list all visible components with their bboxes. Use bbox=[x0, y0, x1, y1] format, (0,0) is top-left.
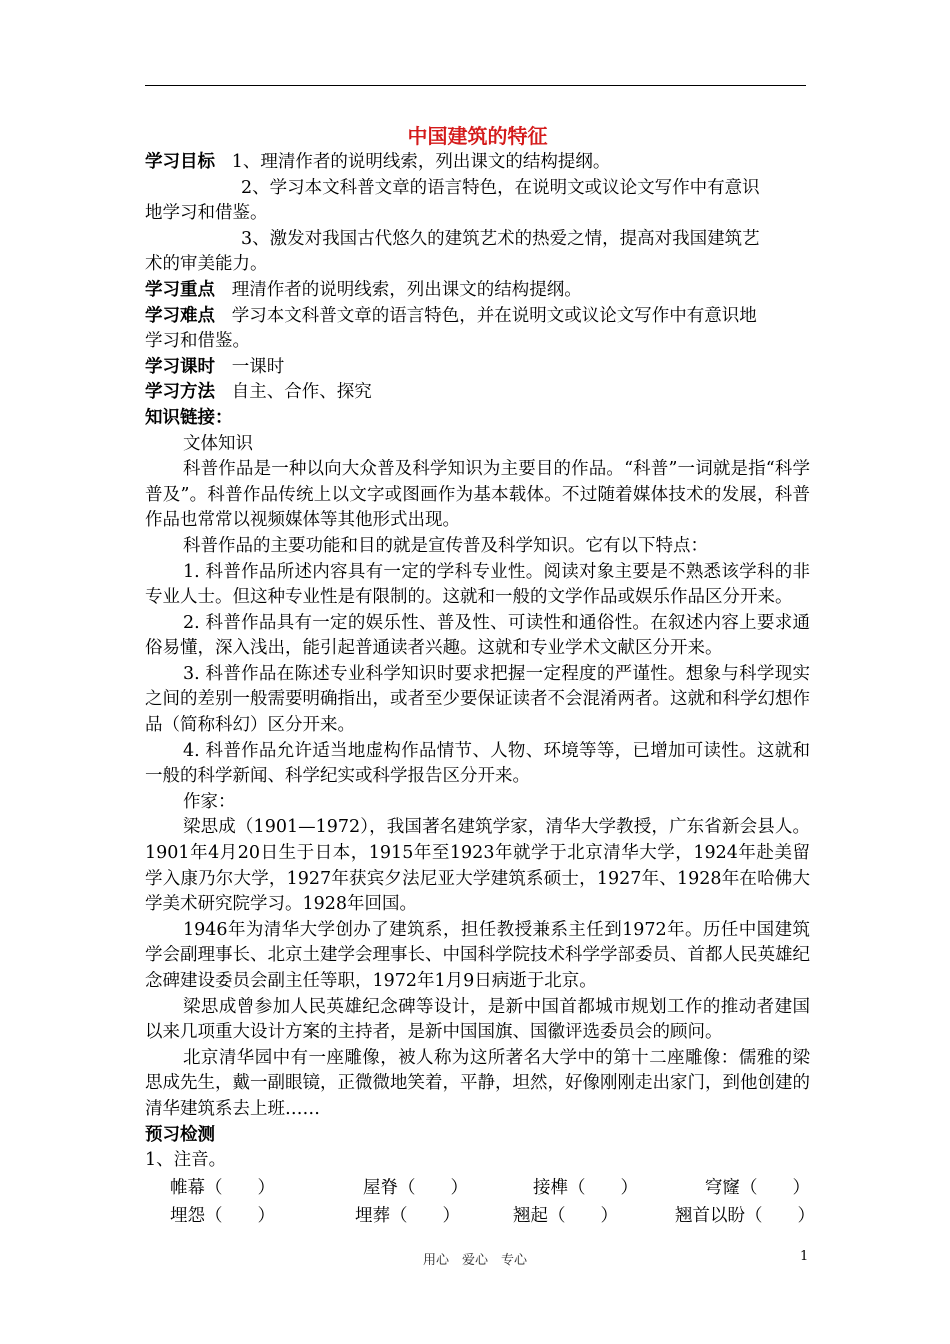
genre-paragraph-2: 科普作品的主要功能和目的就是宣传普及科学知识。它有以下特点： bbox=[183, 535, 708, 556]
footer-motto: 用心 爱心 专心 bbox=[422, 1253, 527, 1268]
goals-line-1 bbox=[145, 150, 810, 176]
difficulty-text-b: 学习和借鉴。 bbox=[145, 331, 250, 352]
method-text: 自主、合作、探究 bbox=[231, 382, 372, 403]
difficulty-text-a: 学习本文科普文章的语言特色，并在说明文或议论文写作中有意识地 bbox=[231, 305, 757, 326]
author-paragraph-1: 梁思成（1901—1972），我国著名建筑学家，清华大学教授，广东省新会县人。1901年4月20日生于日本，1915年至1923年就学于北京清华大学，1924年赴美留学入康乃尔大学，1927年获宾夕法尼亚大学建筑系硕士，1927年、1928年在哈佛大学美术研究院学习。1928年回国。 bbox=[145, 817, 810, 915]
question-1: 1、注音。 bbox=[145, 1150, 227, 1171]
goal-3a: 3、激发对我国古代悠久的建筑艺术的热爱之情，提高对我国建筑艺 bbox=[241, 228, 760, 249]
goal-1: 1、理清作者的说明线索，列出课文的结构提纲。 bbox=[231, 152, 611, 172]
goals-label: 学习目标 bbox=[145, 152, 215, 172]
document-title: 中国建筑的特征 bbox=[407, 124, 548, 148]
goal-2b: 地学习和借鉴。 bbox=[145, 203, 268, 224]
pinyin-item: 穹窿（ ） bbox=[705, 1177, 810, 1198]
author-heading: 作家： bbox=[183, 791, 236, 812]
hours-label: 学习课时 bbox=[145, 356, 215, 377]
header-rule bbox=[145, 85, 806, 86]
preview-label: 预习检测 bbox=[145, 1124, 215, 1145]
difficulty-label: 学习难点 bbox=[145, 305, 215, 326]
focus-line bbox=[145, 278, 810, 304]
method-label: 学习方法 bbox=[145, 382, 215, 403]
feature-2: 2. 科普作品具有一定的娱乐性、普及性、可读性和通俗性。在叙述内容上要求通俗易懂，深入浅出，能引起普通读者兴趣。这就和专业学术文献区分开来。 bbox=[145, 612, 810, 659]
document-body bbox=[145, 122, 815, 1230]
pinyin-item: 埋葬（ ） bbox=[355, 1205, 460, 1226]
feature-4: 4. 科普作品允许适当地虚构作品情节、人物、环境等等，已增加可读性。这就和一般的科学新闻、科学纪实或科学报告区分开来。 bbox=[145, 740, 810, 787]
pinyin-item: 翘首以盼（ ） bbox=[675, 1205, 815, 1226]
author-paragraph-3: 梁思成曾参加人民英雄纪念碑等设计，是新中国首都城市规划工作的推动者建国以来几项重大设计方案的主持者，是新中国国旗、国徽评选委员会的顾问。 bbox=[145, 996, 810, 1043]
feature-3: 3. 科普作品在陈述专业科学知识时要求把握一定程度的严谨性。想象与科学现实之间的差别一般需要明确指出，或者至少要保证读者不会混淆两者。这就和科学幻想作品（简称科幻）区分开来。 bbox=[145, 663, 810, 736]
focus-label: 学习重点 bbox=[145, 279, 215, 300]
pinyin-item: 帷幕（ ） bbox=[170, 1177, 275, 1198]
focus-text: 理清作者的说明线索，列出课文的结构提纲。 bbox=[231, 279, 582, 300]
method-line bbox=[145, 380, 810, 406]
feature-1: 1. 科普作品所述内容具有一定的学科专业性。阅读对象主要是不熟悉该学科的非专业人士。但这种专业性是有限制的。这就和一般的文学作品或娱乐作品区分开来。 bbox=[145, 561, 810, 608]
page-number: 1 bbox=[800, 1249, 809, 1264]
author-paragraph-2: 1946年为清华大学创办了建筑系，担任教授兼系主任到1972年。历任中国建筑学会副理事长、北京土建学会理事长、中国科学院技术科学学部委员、首都人民英雄纪念碑建设委员会副主任等职，1972年1月9日病逝于北京。 bbox=[145, 919, 810, 991]
difficulty-line bbox=[145, 304, 810, 330]
pinyin-item: 接榫（ ） bbox=[533, 1177, 638, 1198]
pinyin-row-1 bbox=[145, 1174, 810, 1202]
author-paragraph-4: 北京清华园中有一座雕像，被人称为这所著名大学中的第十二座雕像：儒雅的梁思成先生，戴一副眼镜，正微微地笑着，平静，坦然，好像刚刚走出家门，到他创建的清华建筑系去上班…… bbox=[145, 1047, 810, 1119]
pinyin-row-2 bbox=[145, 1202, 815, 1230]
pinyin-item: 翘起（ ） bbox=[513, 1205, 618, 1226]
pinyin-item: 埋怨（ ） bbox=[170, 1205, 275, 1226]
genre-paragraph-1: 科普作品是一种以向大众普及科学知识为主要目的作品。“科普”一词就是指“科学普及”。科普作品传统上以文字或图画作为基本载体。不过随着媒体技术的发展，科普作品也常常以视频媒体等其他形式出现。 bbox=[145, 459, 810, 531]
hours-line bbox=[145, 355, 810, 381]
genre-heading: 文体知识 bbox=[183, 433, 253, 454]
goal-3b: 术的审美能力。 bbox=[145, 254, 268, 275]
knowledge-label: 知识链接： bbox=[145, 407, 233, 428]
hours-text: 一课时 bbox=[231, 356, 285, 377]
goal-2a: 2、学习本文科普文章的语言特色，在说明文或议论文写作中有意识 bbox=[241, 177, 760, 198]
pinyin-item: 屋脊（ ） bbox=[363, 1177, 468, 1198]
